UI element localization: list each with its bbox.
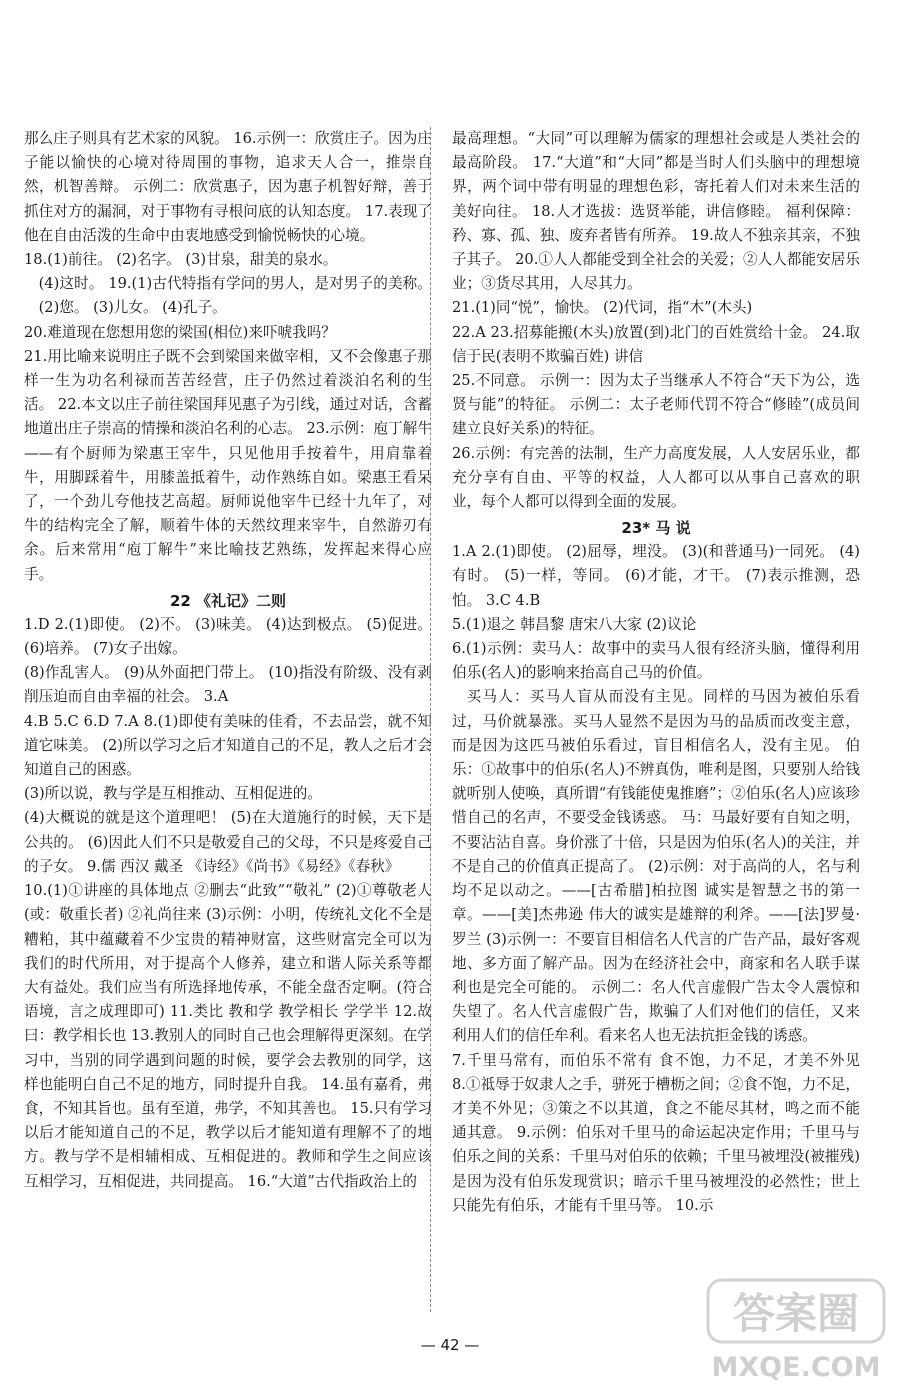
answer-paragraph: 20.难道现在您想用您的梁国(相位)来吓唬我吗？ bbox=[24, 323, 336, 341]
answer-paragraph: 22.A 23.招募能搬(木头)放置(到)北门的百姓赏给十金。 24.取信于民(表明不欺骗百姓) 讲信 bbox=[452, 323, 860, 365]
answer-paragraph: (4)这时。 19.(1)古代特指有学问的男人，是对男子的美称。 (2)您。 (3)儿女。 (4)孔子。 bbox=[38, 275, 432, 317]
answer-paragraph: 18.(1)前往。 (2)名字。 (3)甘泉，甜美的泉水。 bbox=[24, 251, 338, 269]
section-heading-23: 23* 马 说 bbox=[621, 519, 691, 538]
answer-paragraph: 1.D 2.(1)即使。 (2)不。 (3)味美。 (4)达到极点。 (5)促进。 (6)培养。 (7)女子出嫁。 bbox=[24, 615, 432, 658]
answer-paragraph: 买马人：买马人盲从而没有主见。同样的马因为被伯乐看过，马价就暴涨。买马人显然不是因为马的品质而改变主意，而是因为这匹马被伯乐看过，盲目相信名人，没有主见。 伯乐：①故事中的伯乐(名人)不辨真伪，唯利是图，只要别人给钱就听别人使唤，真所谓“有钱能使鬼推磨”；②伯乐(名人)应该珍惜自己的名声，不要受金钱诱惑。 马：马最好要有自知之明，不要沾沾自喜。身价涨了十倍，只是因为伯乐(名人)的关注，并不是自己的价值真正提高了。 (2)示例：对于高尚的人，名与利均不足以动之。——[古希腊]柏拉图 诚实是智慧之书的第一章。——[美]杰弗逊 伟大的诚实是雄辩的利斧。——[法]罗曼·罗兰 (3)示例一：不要盲目相信名人代言的广告产品，最好客观地、多方面了解产品。因为在经济社会中，商家和名人联手谋利也是完全可能的。 示例二：名人代言虚假广告太令人震惊和失望了。名人代言虚假广告，欺骗了人们对他们的信任，又来利用人们的信任牟利。看来名人也无法抗拒金钱的诱惑。 bbox=[452, 688, 860, 1045]
left-column bbox=[24, 127, 432, 1194]
answer-paragraph: 21.用比喻来说明庄子既不会到梁国来做宰相，又不会像惠子那样一生为功名利禄而苦苦经营，庄子仍然过着淡泊名利的生活。 22.本文以庄子前往梁国拜见惠子为引线，通过对话，含蓄地道出庄子崇高的情操和淡泊名利的心志。 23.示例：庖丁解牛——有个厨师为梁惠王宰牛，只见他用手按着牛，用肩靠着牛，用脚踩着牛，用膝盖抵着牛，动作熟练自如。梁惠王看呆了，一个劲儿夸他技艺高超。厨师说他宰牛已经十九年了，对牛的结构完全了解，顺着牛体的天然纹理来宰牛，自然游刃有余。后来常用“庖丁解牛”来比喻技艺熟练，发挥起来得心应手。 bbox=[24, 347, 432, 583]
answer-paragraph: (4)大概说的就是这个道理吧！ (5)在大道施行的时候，天下是公共的。 (6)因此人们不只是敬爱自己的父母，不只是疼爱自己的子女。 9.儒 西汉 戴圣 《诗经》《尚书》《易经》《春秋》 bbox=[24, 809, 432, 875]
column-divider bbox=[430, 127, 431, 1312]
answer-paragraph: (8)作乱害人。 (9)从外面把门带上。 (10)指没有阶级、没有剥削压迫而自由幸福的社会。 3.A bbox=[24, 664, 432, 706]
page-number: — 42 — bbox=[420, 1336, 480, 1354]
right-column bbox=[452, 127, 860, 1218]
answer-paragraph: 1.A 2.(1)即使。 (2)屈辱，埋没。 (3)(和普通马)一同死。 (4)有时。 (5)一样，等同。 (6)才能，才干。 (7)表示推测，恐怕。 3.C 4.B bbox=[452, 543, 860, 609]
answer-paragraph: 26.示例：有完善的法制，生产力高度发展，人人安居乐业，都充分享有自由、平等的权益，人人都可以从事自己喜欢的职业，每个人都可以得到全面的发展。 bbox=[452, 444, 860, 511]
watermark-logo bbox=[706, 1276, 886, 1386]
answer-paragraph: 21.(1)同“悦”，愉快。 (2)代词，指“木”(木头) bbox=[452, 299, 753, 317]
answer-paragraph: 10.(1)①讲座的具体地点 ②删去“此致”“敬礼” (2)①尊敬老人(或：敬重长者) ②礼尚往来 (3)示例：小明，传统礼文化不全是糟粕，其中蕴藏着不少宝贵的精神财富，这些财富完全可以为我们的时代所用，对于提高个人修养，建立和谐人际关系等都大有益处。我们应当有所选择地传承，不能全盘否定啊。(符合语境，言之成理即可) 11.类比 教和学 教学相长 学学半 12.故曰：教学相长也 13.教别人的同时自己也会理解得更深刻。在学习中，当别的同学遇到问题的时候，要学会去教别的同学，这样也能明白自己不足的地方，同时提升自我。 14.虽有嘉肴，弗食，不知其旨也。虽有至道，弗学，不知其善也。 15.只有学习以后才能知道自己的不足，教学以后才能知道有理解不了的地方。教与学不是相辅相成、互相促进的。教师和学生之间应该互相学习，互相促进，共同提高。 16.“大道”古代指政治上的 bbox=[24, 882, 432, 1190]
answer-paragraph: 25.不同意。 示例一：因为太子当继承人不符合“天下为公，选贤与能”的特征。 示例二：太子老师代罚不符合“修睦”(成员间建立良好关系)的特征。 bbox=[452, 372, 860, 438]
section-heading-22: 22 《礼记》二则 bbox=[169, 591, 287, 610]
answer-paragraph: (3)所以说，教与学是互相推动、互相促进的。 bbox=[24, 785, 322, 803]
answer-paragraph: 7.千里马常有，而伯乐不常有 食不饱，力不足，才美不外见 8.①祗辱于奴隶人之手，骈死于槽枥之间；②食不饱，力不足，才美不外见；③策之不以其道，食之不能尽其材，鸣之而不能通其意。 9.示例：伯乐对千里马的命运起决定作用；千里马与伯乐之间的关系：千里马对伯乐的依赖；千里马被埋没(被摧残)是因为没有伯乐发现赏识；暗示千里马被埋没的必然性；世上只能先有伯乐，才能有千里马等。 10.示 bbox=[452, 1051, 860, 1214]
watermark-url: MXQE.COM bbox=[711, 1352, 881, 1383]
answer-paragraph: 最高理想。“大同”可以理解为儒家的理想社会或是人类社会的最高阶段。 17.“大道”和“大同”都是当时人们头脑中的理想境界，两个词中带有明显的理想色彩，寄托着人们对未来生活的美好向往。 18.人才选拔：选贤举能，讲信修睦。 福利保障：矜、寡、孤、独、废弃者皆有所养。 19.故人不独亲其亲，不独子其子。 20.①人人都能受到全社会的关爱；②人人都能安居乐业；③货尽其用，人尽其力。 bbox=[452, 130, 860, 293]
answer-paragraph: 5.(1)退之 韩昌黎 唐宋八大家 (2)议论 bbox=[452, 615, 697, 633]
answer-paragraph: 4.B 5.C 6.D 7.A 8.(1)即使有美味的佳肴，不去品尝，就不知道它味美。 (2)所以学习之后才知道自己的不足，教人之后才会知道自己的困惑。 bbox=[24, 712, 432, 779]
watermark-text: 答案圈 bbox=[732, 1289, 860, 1338]
answer-paragraph: 那么庄子则具有艺术家的风貌。 16.示例一：欣赏庄子。因为庄子能以愉快的心境对待周围的事物，追求天人合一，推崇自然，机智善辩。 示例二：欣赏惠子，因为惠子机智好辩，善于抓住对方的漏洞，对于事物有寻根问底的认知态度。 17.表现了他在自由活泼的生命中由衷地感受到愉悦畅快的心境。 bbox=[24, 130, 432, 244]
answer-paragraph: 6.(1)示例：卖马人：故事中的卖马人很有经济头脑，懂得利用伯乐(名人)的影响来抬高自己马的价值。 bbox=[452, 640, 860, 682]
